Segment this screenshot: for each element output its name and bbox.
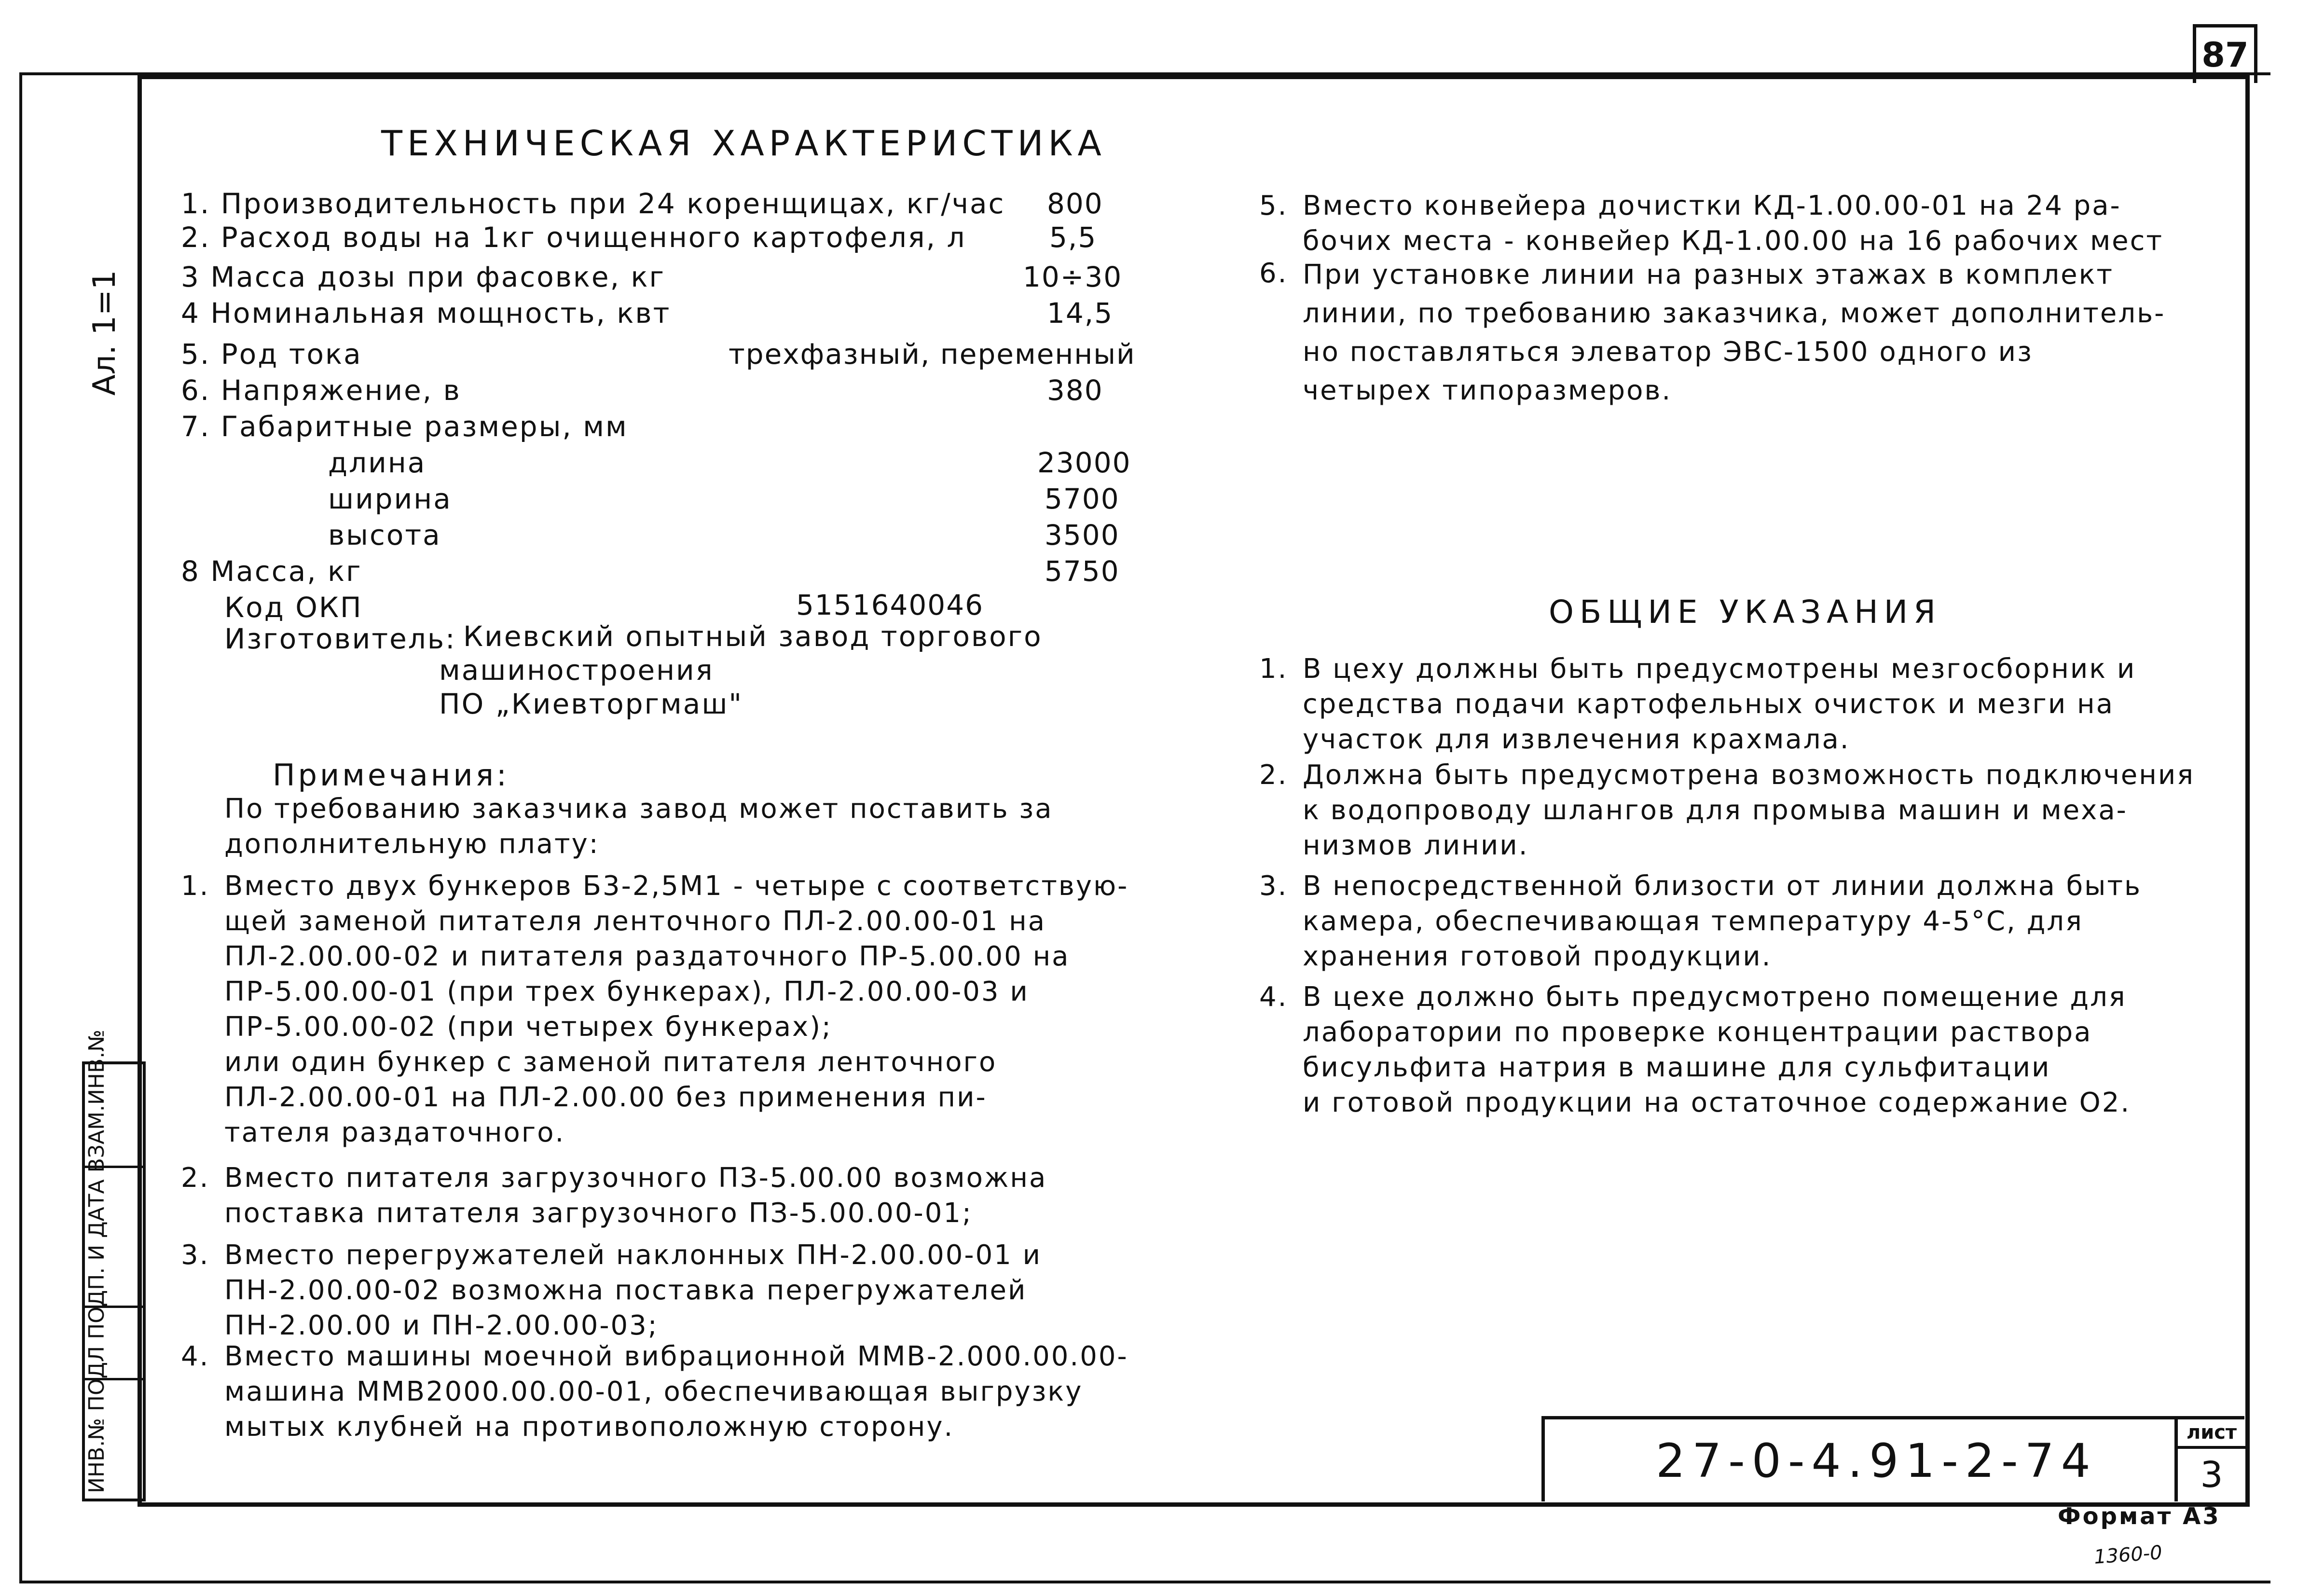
tech-item-value: 800 [1047, 187, 1103, 220]
right-item-number: 6. [1259, 258, 1288, 289]
right-item-text: Вместо конвейера дочистки КД-1.00.00-01 на 24 ра- бочих места - конвейер КД-1.00.00 на 16 рабочих мест [1303, 190, 2164, 257]
document-code: 27-0-4.91-2-74 [1656, 1434, 2097, 1488]
general-item-text: Должна быть предусмотрена возможность подключения к водопроводу шлангов для промыва машин и меха- низмов линии. [1303, 759, 2195, 861]
tech-item-value: 3500 [1045, 519, 1120, 551]
sheet-label: лист [2178, 1419, 2245, 1449]
right-item-number: 5. [1259, 190, 1288, 221]
notes-intro: По требованию заказчика завод может поставить за дополнительную плату: [224, 793, 1053, 860]
general-item-number: 3. [1259, 870, 1288, 902]
tech-item-label: ширина [328, 482, 452, 515]
tech-item-label: 5. Род тока [181, 338, 362, 371]
manufacturer-line: Киевский опытный завод торгового [463, 620, 1043, 653]
general-item-number: 2. [1259, 759, 1288, 791]
note-number: 1. [181, 870, 210, 902]
manufacturer-line: ПО „Киевторгмаш" [439, 688, 743, 720]
manufacturer-line: машиностроения [439, 654, 714, 687]
general-item-number: 4. [1259, 981, 1288, 1013]
sheet-number: 3 [2200, 1454, 2223, 1496]
sheet-cell [2174, 1419, 2245, 1501]
general-heading: ОБЩИЕ УКАЗАНИЯ [1549, 593, 1942, 631]
tech-item-label: 2. Расход воды на 1кг очищенного картофеля, л [181, 221, 966, 254]
tech-heading: ТЕХНИЧЕСКАЯ ХАРАКТЕРИСТИКА [381, 123, 1106, 164]
tech-item-value: 5750 [1045, 555, 1120, 588]
note-number: 2. [181, 1162, 210, 1194]
general-item-text: В цеху должны быть предусмотрены мезгосборник и средства подачи картофельных очисток и мезги на участок для извлечения крахмала. [1303, 653, 2136, 755]
note-number: 3. [181, 1239, 210, 1271]
note-text: Вместо двух бункеров Б3-2,5М1 - четыре с соответствую- щей заменой питателя ленточного ПЛ-2.00.00-01 на ПЛ-2.00.00-02 и питателя раздаточного ПР-5.00.00 на ПР-5.00.00-01 (при трех бункерах), ПЛ-2.00.00-03 и ПР-5.00.00-02 (при четырех бункерах); или один бункер с заменой питателя ленточного ПЛ-2.00.00-01 на ПЛ-2.00.00 без применения пи- тателя раздаточного. [224, 870, 1129, 1148]
page-number: 87 [2193, 24, 2257, 83]
note-number: 4. [181, 1341, 210, 1372]
tech-item-value: трехфазный, переменный [729, 338, 1136, 371]
tech-item-label: 3 Масса дозы при фасовке, кг [181, 261, 665, 293]
note-text: Вместо машины моечной вибрационной ММВ-2.000.00.00- машина ММВ2000.00.00-01, обеспечивающая выгрузку мытых клубней на противоположную сторону. [224, 1341, 1128, 1443]
general-item-number: 1. [1259, 653, 1288, 685]
notes-heading: Примечания: [273, 757, 509, 793]
tech-item-value: 10÷30 [1023, 261, 1123, 293]
tech-item-label: 8 Масса, кг [181, 555, 362, 588]
tech-item-value: 5,5 [1049, 221, 1097, 254]
note-text: Вместо перегружателей наклонных ПН-2.00.00-01 и ПН-2.00.00-02 возможна поставка перегружателей ПН-2.00.00 и ПН-2.00.00-03; [224, 1239, 1042, 1341]
general-item-text: В цехе должно быть предусмотрено помещение для лаборатории по проверке концентрации раствора бисульфита натрия в машине для сульфитации и готовой продукции на остаточное содержание О2. [1303, 981, 2131, 1118]
tech-item-label: Код ОКП [224, 591, 363, 624]
tech-item-value: 5700 [1045, 482, 1120, 515]
tech-item-label: 1. Производительность при 24 коренщицах, кг/час [181, 187, 1005, 220]
general-item-text: В непосредственной близости от линии должна быть камера, обеспечивающая температуру 4-5°С, для хранения готовой продукции. [1303, 870, 2142, 972]
sidebar-label: ИНВ.№ ПОДЛ ПОДП. И ДАТА ВЗАМ.ИНВ.№ [84, 1030, 109, 1493]
handwritten-note: 1360-0 [2093, 1541, 2163, 1568]
title-block [1541, 1416, 2244, 1501]
right-item-text: При установке линии на разных этажах в комплект линии, по требованию заказчика, может дополнитель- но поставляться элеватор ЭВС-1500 одного из четырех типоразмеров. [1303, 259, 2166, 406]
note-text: Вместо питателя загрузочного ПЗ-5.00.00 возможна поставка питателя загрузочного ПЗ-5.00.00-01; [224, 1162, 1047, 1229]
tech-item-value: 23000 [1037, 446, 1131, 479]
manufacturer-label: Изготовитель: [224, 622, 456, 655]
side-reference: Ал. 1=1 [87, 270, 123, 396]
tech-item-label: длина [328, 446, 426, 479]
tech-item-value: 5151640046 [796, 589, 984, 621]
tech-item-value: 380 [1047, 374, 1103, 407]
tech-item-label: 4 Номинальная мощность, квт [181, 297, 671, 330]
tech-item-label: 7. Габаритные размеры, мм [181, 410, 628, 443]
tech-item-label: 6. Напряжение, в [181, 374, 461, 407]
tech-item-label: высота [328, 519, 441, 551]
tech-item-value: 14,5 [1047, 297, 1114, 330]
format-label: Формат А3 [2058, 1503, 2221, 1530]
